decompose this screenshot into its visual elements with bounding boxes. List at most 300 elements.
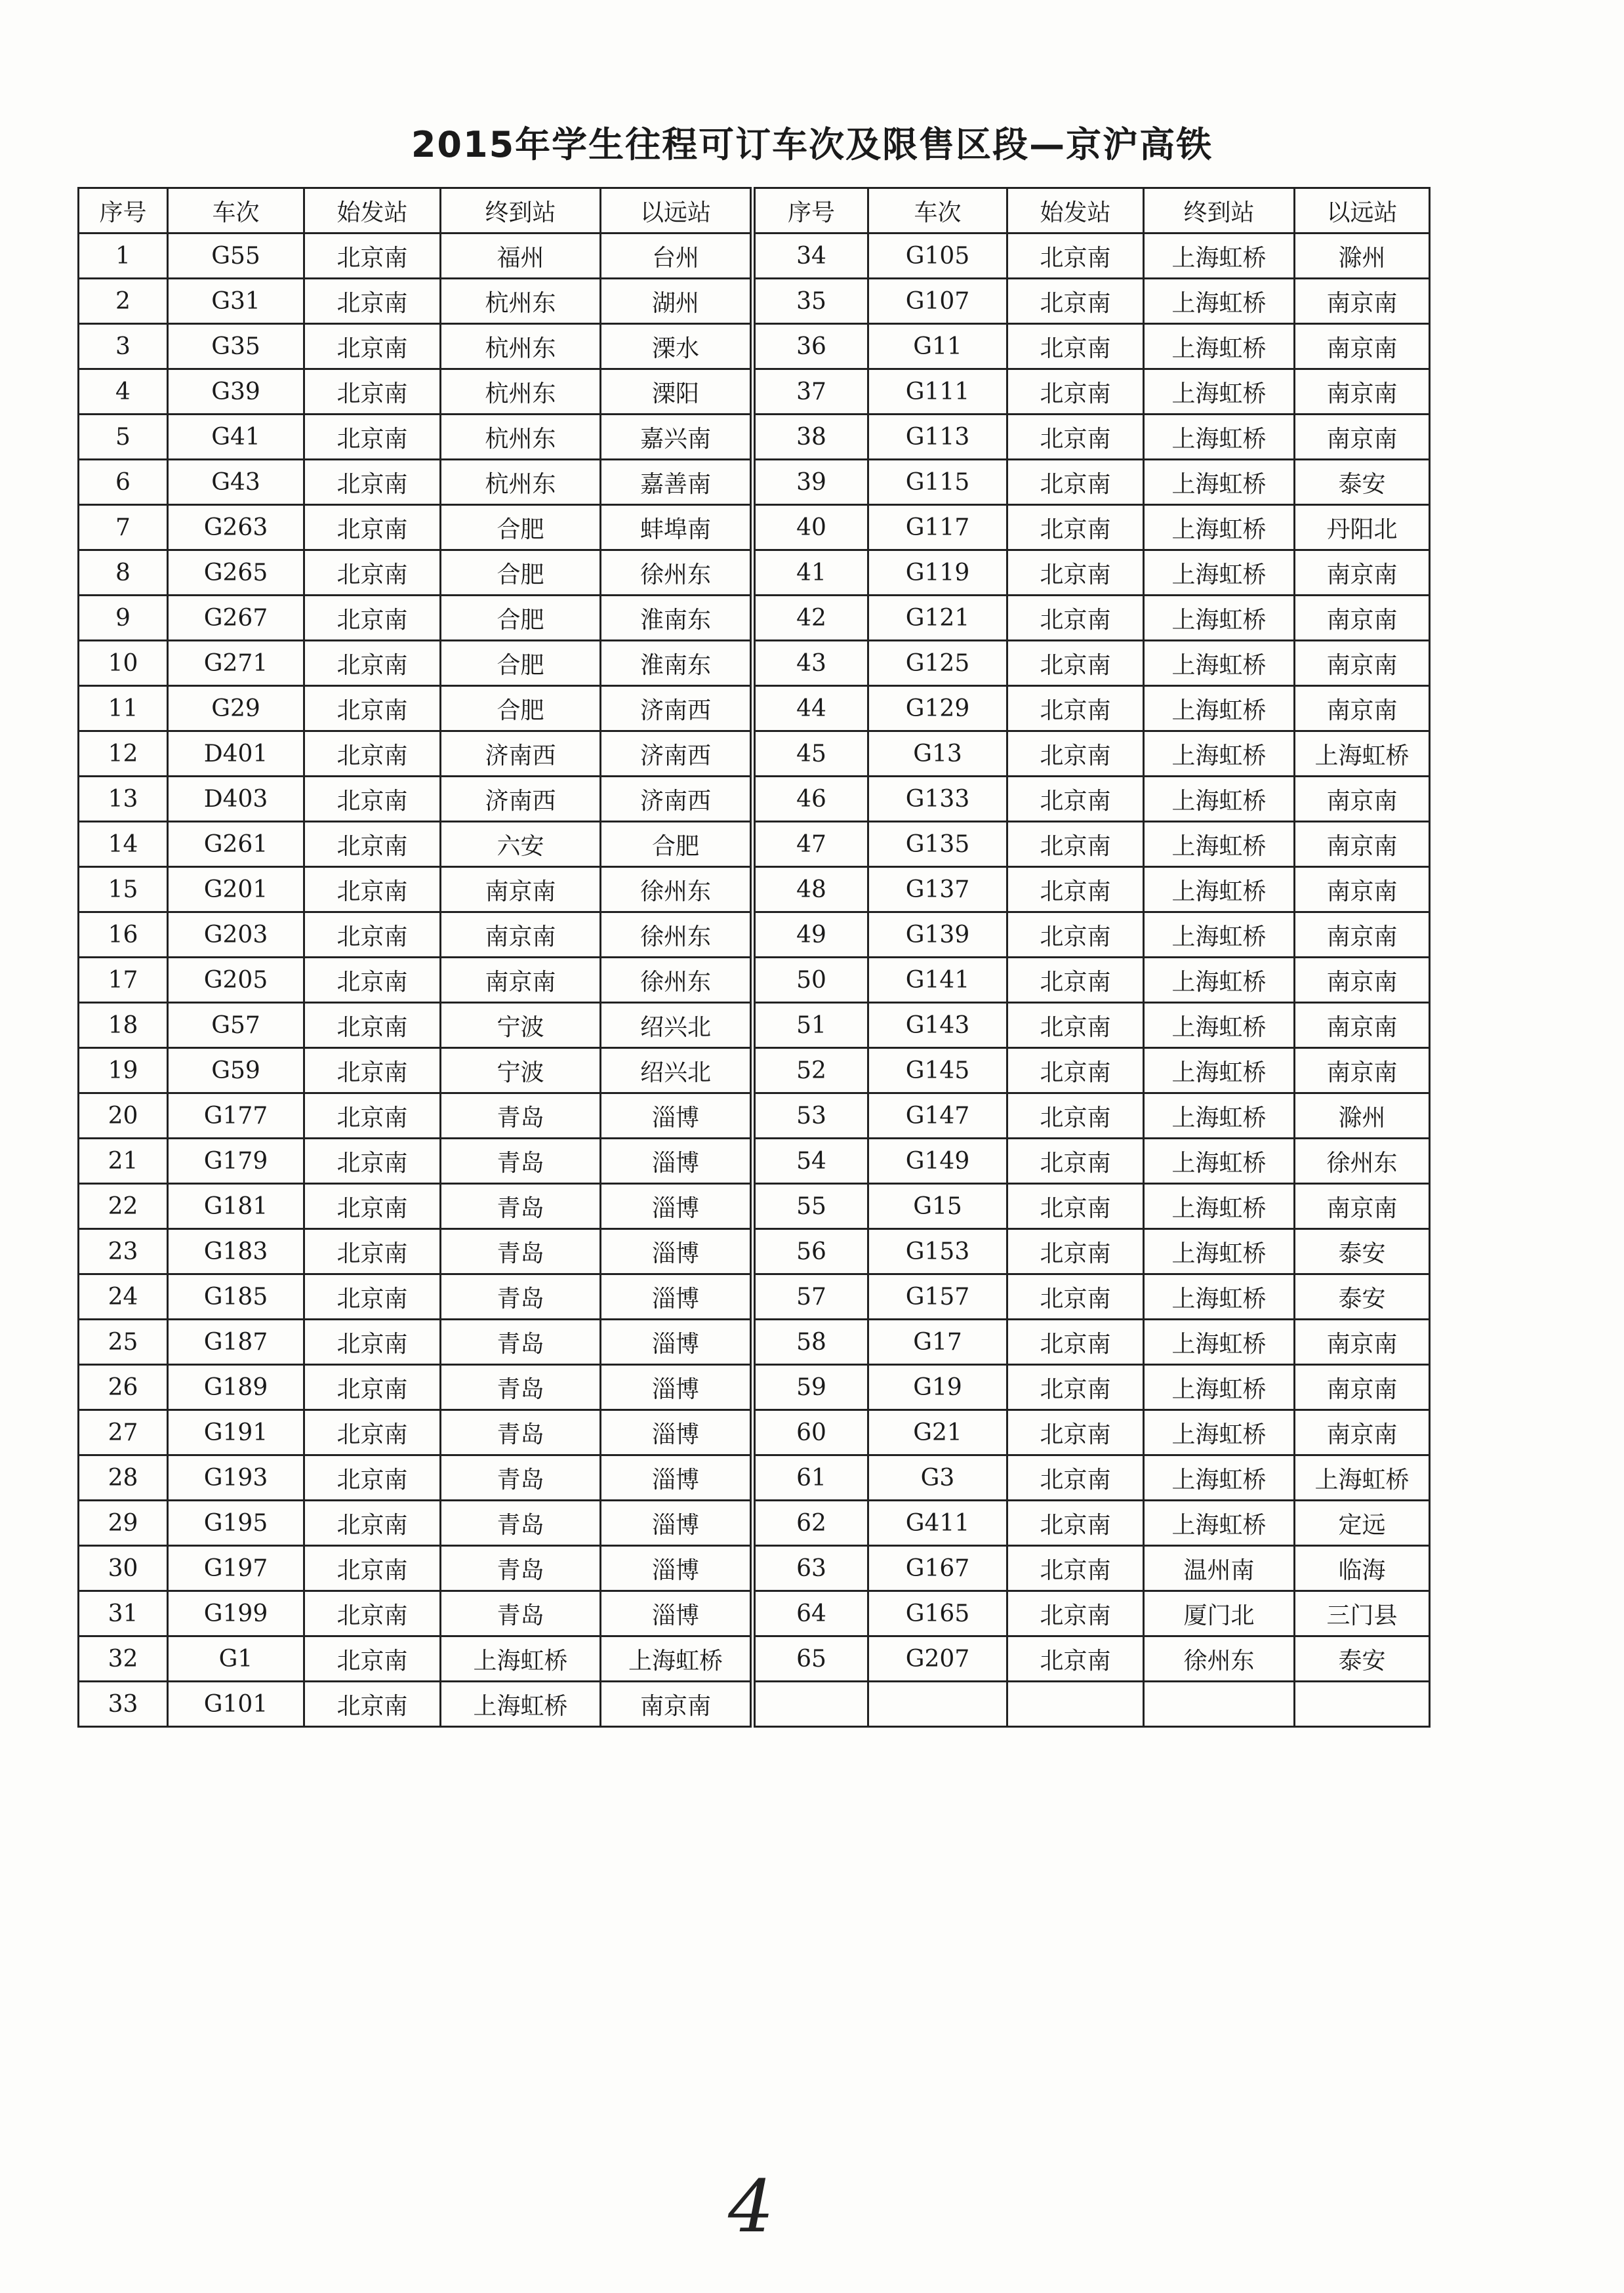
cell-origin-left: 北京南 — [304, 777, 441, 822]
cell-terminus-right: 上海虹桥 — [1144, 233, 1295, 279]
cell-beyond-right: 徐州东 — [1295, 1139, 1430, 1184]
cell-beyond-right: 南京南 — [1295, 912, 1430, 958]
cell-origin-right: 北京南 — [1007, 958, 1144, 1003]
train-table-wrapper — [77, 187, 1429, 1728]
cell-index-right: 52 — [753, 1048, 868, 1093]
cell-origin-left: 北京南 — [304, 279, 441, 324]
cell-origin-right: 北京南 — [1007, 550, 1144, 596]
cell-beyond-right: 南京南 — [1295, 867, 1430, 912]
cell-origin-left: 北京南 — [304, 1410, 441, 1455]
cell-origin-left: 北京南 — [304, 1003, 441, 1048]
cell-origin-left: 北京南 — [304, 1139, 441, 1184]
table-row — [79, 867, 1430, 912]
cell-train-left: G195 — [168, 1501, 304, 1546]
cell-beyond-right: 临海 — [1295, 1546, 1430, 1591]
cell-beyond-left: 淄博 — [601, 1274, 753, 1320]
cell-terminus-right: 上海虹桥 — [1144, 505, 1295, 550]
table-row — [79, 731, 1430, 777]
cell-beyond-right: 泰安 — [1295, 1229, 1430, 1274]
cell-index-left: 12 — [79, 731, 168, 777]
cell-origin-right: 北京南 — [1007, 1229, 1144, 1274]
cell-origin-left: 北京南 — [304, 1229, 441, 1274]
cell-index-left: 31 — [79, 1591, 168, 1636]
cell-beyond-right: 定远 — [1295, 1501, 1430, 1546]
cell-beyond-left: 淮南东 — [601, 596, 753, 641]
cell-terminus-left: 济南西 — [441, 731, 601, 777]
cell-train-left: G205 — [168, 958, 304, 1003]
header-cell-terminus-left: 终到站 — [441, 188, 601, 233]
cell-beyond-right: 南京南 — [1295, 641, 1430, 686]
cell-origin-right: 北京南 — [1007, 1410, 1144, 1455]
cell-index-left: 27 — [79, 1410, 168, 1455]
cell-terminus-right: 上海虹桥 — [1144, 1365, 1295, 1410]
cell-terminus-right: 上海虹桥 — [1144, 1003, 1295, 1048]
cell-terminus-left: 青岛 — [441, 1410, 601, 1455]
cell-train-right: G119 — [868, 550, 1007, 596]
cell-beyond-right: 上海虹桥 — [1295, 731, 1430, 777]
cell-index-right: 40 — [753, 505, 868, 550]
cell-beyond-left: 济南西 — [601, 731, 753, 777]
table-row — [79, 822, 1430, 867]
cell-train-right: G133 — [868, 777, 1007, 822]
cell-origin-left: 北京南 — [304, 233, 441, 279]
cell-train-left: G29 — [168, 686, 304, 731]
cell-train-right: G141 — [868, 958, 1007, 1003]
cell-train-right: G165 — [868, 1591, 1007, 1636]
cell-terminus-right: 上海虹桥 — [1144, 1274, 1295, 1320]
cell-beyond-right: 南京南 — [1295, 415, 1430, 460]
cell-origin-right: 北京南 — [1007, 1546, 1144, 1591]
cell-origin-left: 北京南 — [304, 912, 441, 958]
cell-terminus-left: 合肥 — [441, 550, 601, 596]
cell-beyond-left: 蚌埠南 — [601, 505, 753, 550]
page-title: 2015年学生往程可订车次及限售区段—京沪高铁 — [411, 124, 1213, 165]
cell-beyond-left: 溧阳 — [601, 369, 753, 415]
cell-train-left: G39 — [168, 369, 304, 415]
cell-train-left: G41 — [168, 415, 304, 460]
cell-origin-right: 北京南 — [1007, 912, 1144, 958]
cell-origin-right: 北京南 — [1007, 777, 1144, 822]
cell-train-right: G167 — [868, 1546, 1007, 1591]
cell-terminus-left: 青岛 — [441, 1229, 601, 1274]
cell-origin-right: 北京南 — [1007, 279, 1144, 324]
cell-beyond-left: 上海虹桥 — [601, 1636, 753, 1682]
cell-index-right: 58 — [753, 1320, 868, 1365]
header-cell-origin-left: 始发站 — [304, 188, 441, 233]
cell-index-right: 45 — [753, 731, 868, 777]
table-row — [79, 958, 1430, 1003]
cell-origin-right: 北京南 — [1007, 1093, 1144, 1139]
cell-origin-right: 北京南 — [1007, 822, 1144, 867]
cell-origin-right: 北京南 — [1007, 369, 1144, 415]
cell-origin-right: 北京南 — [1007, 1003, 1144, 1048]
cell-index-left: 13 — [79, 777, 168, 822]
cell-beyond-left: 台州 — [601, 233, 753, 279]
cell-terminus-left: 青岛 — [441, 1591, 601, 1636]
cell-train-left: G203 — [168, 912, 304, 958]
table-row — [79, 505, 1430, 550]
cell-beyond-left: 绍兴北 — [601, 1003, 753, 1048]
cell-terminus-left: 杭州东 — [441, 460, 601, 505]
cell-origin-right: 北京南 — [1007, 233, 1144, 279]
cell-index-left: 20 — [79, 1093, 168, 1139]
cell-terminus-left: 杭州东 — [441, 369, 601, 415]
cell-train-right: G137 — [868, 867, 1007, 912]
cell-beyond-right: 南京南 — [1295, 279, 1430, 324]
cell-origin-right: 北京南 — [1007, 1274, 1144, 1320]
cell-beyond-left: 淄博 — [601, 1184, 753, 1229]
cell-beyond-left: 溧水 — [601, 324, 753, 369]
cell-terminus-right: 上海虹桥 — [1144, 369, 1295, 415]
header-cell-train-left: 车次 — [168, 188, 304, 233]
cell-origin-left: 北京南 — [304, 1365, 441, 1410]
cell-terminus-right: 上海虹桥 — [1144, 460, 1295, 505]
cell-train-right: G19 — [868, 1365, 1007, 1410]
cell-train-left: G265 — [168, 550, 304, 596]
cell-terminus-right: 上海虹桥 — [1144, 1184, 1295, 1229]
table-body — [79, 188, 1430, 1727]
cell-train-left: G59 — [168, 1048, 304, 1093]
cell-beyond-right: 南京南 — [1295, 777, 1430, 822]
cell-train-left: G43 — [168, 460, 304, 505]
cell-beyond-left: 湖州 — [601, 279, 753, 324]
header-cell-origin-right: 始发站 — [1007, 188, 1144, 233]
cell-index-left: 1 — [79, 233, 168, 279]
cell-index-left: 11 — [79, 686, 168, 731]
cell-terminus-left: 合肥 — [441, 505, 601, 550]
cell-terminus-right: 上海虹桥 — [1144, 324, 1295, 369]
cell-beyond-left: 徐州东 — [601, 867, 753, 912]
cell-index-left: 29 — [79, 1501, 168, 1546]
cell-terminus-right: 温州南 — [1144, 1546, 1295, 1591]
cell-index-left: 7 — [79, 505, 168, 550]
table-row — [79, 912, 1430, 958]
table-row — [79, 1591, 1430, 1636]
cell-train-left: G271 — [168, 641, 304, 686]
cell-terminus-left: 青岛 — [441, 1546, 601, 1591]
cell-origin-right: 北京南 — [1007, 1636, 1144, 1682]
cell-train-left: D403 — [168, 777, 304, 822]
cell-index-left: 32 — [79, 1636, 168, 1682]
cell-origin-right: 北京南 — [1007, 460, 1144, 505]
cell-origin-left: 北京南 — [304, 505, 441, 550]
cell-terminus-left: 青岛 — [441, 1455, 601, 1501]
cell-index-left: 22 — [79, 1184, 168, 1229]
cell-train-right: G121 — [868, 596, 1007, 641]
cell-beyond-left: 淄博 — [601, 1455, 753, 1501]
cell-index-right: 43 — [753, 641, 868, 686]
cell-origin-left: 北京南 — [304, 415, 441, 460]
cell-origin-right: 北京南 — [1007, 641, 1144, 686]
cell-beyond-right: 南京南 — [1295, 596, 1430, 641]
cell-index-left: 10 — [79, 641, 168, 686]
cell-beyond-left: 淄博 — [601, 1365, 753, 1410]
table-row — [79, 1682, 1430, 1727]
cell-terminus-left: 宁波 — [441, 1003, 601, 1048]
cell-terminus-left: 福州 — [441, 233, 601, 279]
cell-index-left: 4 — [79, 369, 168, 415]
cell-train-right: G111 — [868, 369, 1007, 415]
table-row — [79, 1365, 1430, 1410]
cell-beyond-left: 淄博 — [601, 1591, 753, 1636]
cell-terminus-right: 上海虹桥 — [1144, 415, 1295, 460]
cell-origin-left: 北京南 — [304, 1093, 441, 1139]
cell-beyond-right: 南京南 — [1295, 550, 1430, 596]
cell-train-right — [868, 1682, 1007, 1727]
cell-beyond-right: 泰安 — [1295, 1274, 1430, 1320]
cell-index-right: 59 — [753, 1365, 868, 1410]
cell-train-left: G35 — [168, 324, 304, 369]
cell-train-right: G105 — [868, 233, 1007, 279]
cell-terminus-right: 上海虹桥 — [1144, 912, 1295, 958]
cell-index-right: 56 — [753, 1229, 868, 1274]
header-cell-terminus-right: 终到站 — [1144, 188, 1295, 233]
cell-origin-left: 北京南 — [304, 1546, 441, 1591]
cell-beyond-left: 淄博 — [601, 1139, 753, 1184]
cell-index-right: 44 — [753, 686, 868, 731]
cell-index-right: 41 — [753, 550, 868, 596]
cell-train-right: G117 — [868, 505, 1007, 550]
table-row — [79, 1455, 1430, 1501]
cell-origin-right: 北京南 — [1007, 1365, 1144, 1410]
cell-train-right: G113 — [868, 415, 1007, 460]
table-row — [79, 641, 1430, 686]
cell-index-right: 46 — [753, 777, 868, 822]
cell-beyond-left: 济南西 — [601, 777, 753, 822]
table-row — [79, 1410, 1430, 1455]
cell-terminus-right: 上海虹桥 — [1144, 550, 1295, 596]
header-cell-beyond-right: 以远站 — [1295, 188, 1430, 233]
cell-origin-left: 北京南 — [304, 596, 441, 641]
table-row — [79, 369, 1430, 415]
cell-index-left: 5 — [79, 415, 168, 460]
cell-beyond-right: 南京南 — [1295, 1184, 1430, 1229]
cell-train-left: G261 — [168, 822, 304, 867]
cell-terminus-left: 青岛 — [441, 1093, 601, 1139]
cell-index-right: 55 — [753, 1184, 868, 1229]
cell-beyond-right: 南京南 — [1295, 1003, 1430, 1048]
cell-terminus-right: 上海虹桥 — [1144, 686, 1295, 731]
cell-index-right: 63 — [753, 1546, 868, 1591]
cell-terminus-left: 青岛 — [441, 1139, 601, 1184]
cell-beyond-left: 淄博 — [601, 1093, 753, 1139]
table-row — [79, 233, 1430, 279]
cell-terminus-left: 南京南 — [441, 912, 601, 958]
cell-terminus-right: 上海虹桥 — [1144, 1229, 1295, 1274]
cell-index-left: 21 — [79, 1139, 168, 1184]
table-row — [79, 1139, 1430, 1184]
cell-origin-left: 北京南 — [304, 1501, 441, 1546]
cell-origin-right: 北京南 — [1007, 1320, 1144, 1365]
cell-terminus-left: 南京南 — [441, 958, 601, 1003]
cell-train-right: G11 — [868, 324, 1007, 369]
cell-train-right: G157 — [868, 1274, 1007, 1320]
cell-origin-left: 北京南 — [304, 1682, 441, 1727]
cell-train-left: G181 — [168, 1184, 304, 1229]
cell-beyond-right: 南京南 — [1295, 1048, 1430, 1093]
table-row — [79, 460, 1430, 505]
cell-index-right: 36 — [753, 324, 868, 369]
cell-beyond-right: 泰安 — [1295, 460, 1430, 505]
cell-train-right: G115 — [868, 460, 1007, 505]
cell-train-right: G129 — [868, 686, 1007, 731]
cell-origin-right: 北京南 — [1007, 1501, 1144, 1546]
table-row — [79, 1501, 1430, 1546]
cell-terminus-left: 杭州东 — [441, 415, 601, 460]
cell-train-right: G3 — [868, 1455, 1007, 1501]
cell-index-left: 25 — [79, 1320, 168, 1365]
table-row — [79, 279, 1430, 324]
cell-beyond-right: 丹阳北 — [1295, 505, 1430, 550]
header-cell-index-right: 序号 — [753, 188, 868, 233]
header-cell-train-right: 车次 — [868, 188, 1007, 233]
cell-origin-right: 北京南 — [1007, 1184, 1144, 1229]
cell-index-left: 24 — [79, 1274, 168, 1320]
cell-index-right — [753, 1682, 868, 1727]
cell-terminus-right: 上海虹桥 — [1144, 777, 1295, 822]
cell-terminus-right: 上海虹桥 — [1144, 1501, 1295, 1546]
cell-train-right: G149 — [868, 1139, 1007, 1184]
cell-beyond-right — [1295, 1682, 1430, 1727]
table-row — [79, 1229, 1430, 1274]
cell-terminus-right: 上海虹桥 — [1144, 596, 1295, 641]
cell-train-right: G125 — [868, 641, 1007, 686]
cell-beyond-right: 上海虹桥 — [1295, 1455, 1430, 1501]
cell-terminus-right: 上海虹桥 — [1144, 279, 1295, 324]
cell-train-left: G201 — [168, 867, 304, 912]
cell-train-left: G1 — [168, 1636, 304, 1682]
cell-beyond-left: 嘉善南 — [601, 460, 753, 505]
page-number: 4 — [728, 2164, 774, 2248]
cell-beyond-left: 淄博 — [601, 1320, 753, 1365]
cell-beyond-left: 淮南东 — [601, 641, 753, 686]
cell-origin-right — [1007, 1682, 1144, 1727]
cell-terminus-right: 上海虹桥 — [1144, 641, 1295, 686]
header-cell-index-left: 序号 — [79, 188, 168, 233]
cell-beyond-right: 三门县 — [1295, 1591, 1430, 1636]
cell-index-right: 61 — [753, 1455, 868, 1501]
cell-train-left: G179 — [168, 1139, 304, 1184]
table-row — [79, 324, 1430, 369]
cell-index-left: 23 — [79, 1229, 168, 1274]
cell-beyond-right: 南京南 — [1295, 324, 1430, 369]
cell-index-left: 16 — [79, 912, 168, 958]
cell-index-right: 60 — [753, 1410, 868, 1455]
cell-terminus-right — [1144, 1682, 1295, 1727]
cell-train-left: G193 — [168, 1455, 304, 1501]
cell-origin-left: 北京南 — [304, 867, 441, 912]
cell-terminus-left: 上海虹桥 — [441, 1636, 601, 1682]
cell-origin-left: 北京南 — [304, 1184, 441, 1229]
cell-origin-right: 北京南 — [1007, 1139, 1144, 1184]
cell-origin-left: 北京南 — [304, 686, 441, 731]
cell-index-right: 39 — [753, 460, 868, 505]
cell-origin-left: 北京南 — [304, 1636, 441, 1682]
cell-origin-right: 北京南 — [1007, 1455, 1144, 1501]
cell-train-left: G189 — [168, 1365, 304, 1410]
table-row — [79, 550, 1430, 596]
cell-train-left: G267 — [168, 596, 304, 641]
cell-origin-right: 北京南 — [1007, 324, 1144, 369]
cell-terminus-left: 合肥 — [441, 686, 601, 731]
cell-index-left: 18 — [79, 1003, 168, 1048]
cell-index-left: 8 — [79, 550, 168, 596]
cell-train-left: G197 — [168, 1546, 304, 1591]
cell-terminus-right: 上海虹桥 — [1144, 1410, 1295, 1455]
cell-beyond-right: 滁州 — [1295, 233, 1430, 279]
cell-origin-right: 北京南 — [1007, 505, 1144, 550]
cell-index-left: 26 — [79, 1365, 168, 1410]
table-row — [79, 596, 1430, 641]
cell-beyond-right: 南京南 — [1295, 369, 1430, 415]
cell-terminus-left: 青岛 — [441, 1184, 601, 1229]
cell-beyond-right: 南京南 — [1295, 1365, 1430, 1410]
cell-origin-right: 北京南 — [1007, 731, 1144, 777]
cell-terminus-right: 徐州东 — [1144, 1636, 1295, 1682]
cell-terminus-left: 青岛 — [441, 1365, 601, 1410]
cell-origin-left: 北京南 — [304, 731, 441, 777]
cell-origin-right: 北京南 — [1007, 596, 1144, 641]
cell-beyond-right: 南京南 — [1295, 1410, 1430, 1455]
header-cell-beyond-left: 以远站 — [601, 188, 753, 233]
table-row — [79, 686, 1430, 731]
cell-train-right: G107 — [868, 279, 1007, 324]
cell-terminus-left: 上海虹桥 — [441, 1682, 601, 1727]
cell-beyond-left: 嘉兴南 — [601, 415, 753, 460]
cell-index-right: 34 — [753, 233, 868, 279]
cell-terminus-right: 厦门北 — [1144, 1591, 1295, 1636]
cell-origin-left: 北京南 — [304, 369, 441, 415]
cell-train-left: G187 — [168, 1320, 304, 1365]
cell-origin-left: 北京南 — [304, 1320, 441, 1365]
cell-terminus-left: 宁波 — [441, 1048, 601, 1093]
cell-beyond-left: 济南西 — [601, 686, 753, 731]
cell-train-left: G191 — [168, 1410, 304, 1455]
cell-index-right: 48 — [753, 867, 868, 912]
cell-index-left: 9 — [79, 596, 168, 641]
cell-index-left: 19 — [79, 1048, 168, 1093]
cell-beyond-right: 泰安 — [1295, 1636, 1430, 1682]
cell-beyond-right: 滁州 — [1295, 1093, 1430, 1139]
cell-origin-left: 北京南 — [304, 1591, 441, 1636]
cell-origin-left: 北京南 — [304, 550, 441, 596]
cell-beyond-left: 淄博 — [601, 1410, 753, 1455]
table-row — [79, 1184, 1430, 1229]
cell-beyond-left: 淄博 — [601, 1229, 753, 1274]
cell-beyond-left: 徐州东 — [601, 958, 753, 1003]
table-row — [79, 1003, 1430, 1048]
table-row — [79, 777, 1430, 822]
cell-terminus-right: 上海虹桥 — [1144, 1139, 1295, 1184]
cell-origin-right: 北京南 — [1007, 686, 1144, 731]
cell-index-right: 50 — [753, 958, 868, 1003]
cell-train-left: D401 — [168, 731, 304, 777]
table-row — [79, 415, 1430, 460]
cell-terminus-left: 济南西 — [441, 777, 601, 822]
cell-index-right: 54 — [753, 1139, 868, 1184]
cell-index-right: 35 — [753, 279, 868, 324]
cell-train-right: G17 — [868, 1320, 1007, 1365]
cell-beyond-right: 南京南 — [1295, 1320, 1430, 1365]
cell-terminus-right: 上海虹桥 — [1144, 1320, 1295, 1365]
cell-origin-right: 北京南 — [1007, 1591, 1144, 1636]
cell-train-left: G57 — [168, 1003, 304, 1048]
cell-train-left: G55 — [168, 233, 304, 279]
cell-terminus-left: 杭州东 — [441, 324, 601, 369]
cell-beyond-left: 绍兴北 — [601, 1048, 753, 1093]
cell-index-right: 53 — [753, 1093, 868, 1139]
cell-terminus-right: 上海虹桥 — [1144, 822, 1295, 867]
